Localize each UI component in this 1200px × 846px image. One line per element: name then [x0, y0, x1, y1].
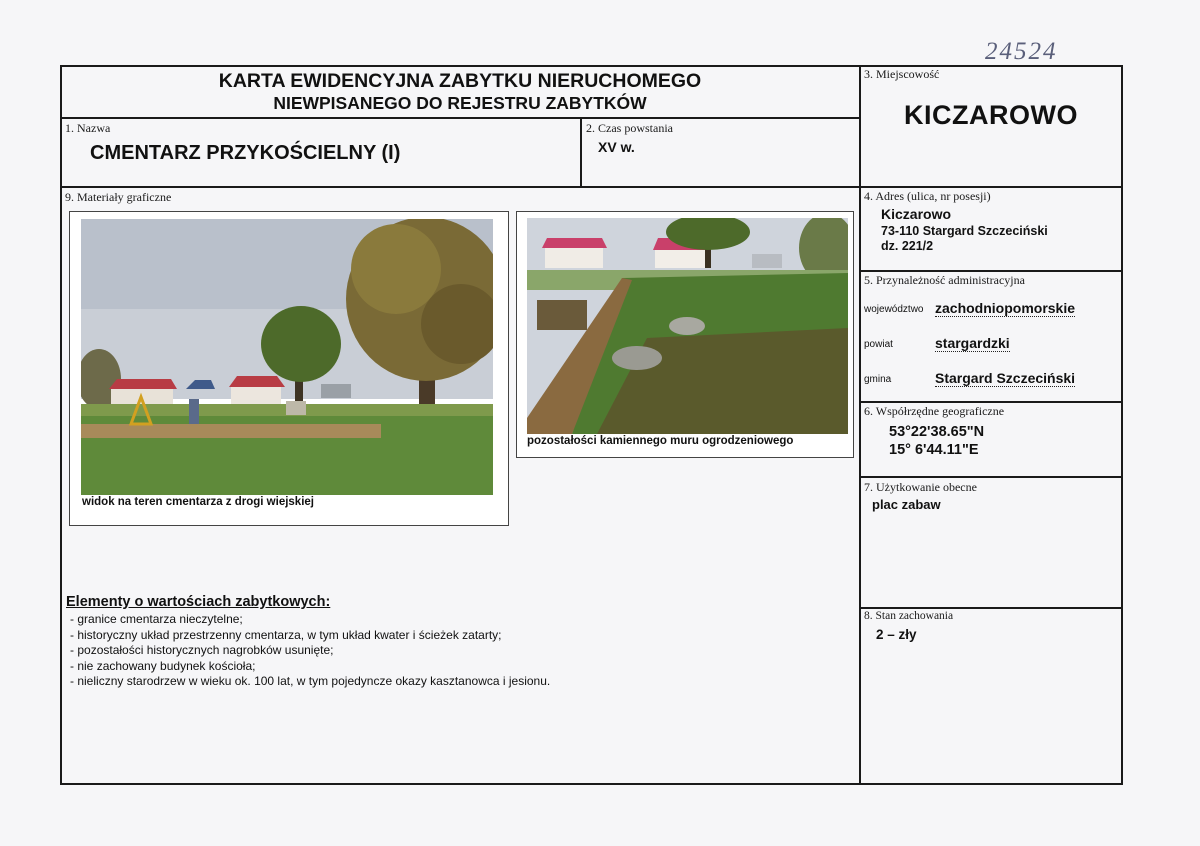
frame-right	[1121, 65, 1123, 784]
divider-main-right	[859, 65, 861, 784]
coordinate-lon: 15° 6'44.11"E	[889, 442, 979, 458]
archive-number: 24524	[985, 38, 1058, 65]
elements-section	[66, 594, 846, 690]
list-item: - pozostałości historycznych nagrobków usunięte;	[70, 643, 846, 659]
field-miejscowosc-label: 3. Miejscowość	[864, 67, 940, 81]
field-wspolrzedne-label: 6. Współrzędne geograficzne	[864, 404, 1005, 418]
title-line-2: NIEWPISANEGO DO REJESTRU ZABYTKÓW	[273, 93, 647, 113]
coordinate-lat: 53°22'38.65"N	[889, 424, 985, 440]
field-adres-line1: Kiczarowo	[881, 206, 952, 222]
gmina-label: gmina	[864, 374, 892, 385]
divider-7-8	[860, 607, 1122, 609]
field-uzytkowanie-label: 7. Użytkowanie obecne	[864, 480, 977, 494]
elements-heading: Elementy o wartościach zabytkowych:	[66, 594, 331, 610]
powiat-label: powiat	[864, 339, 893, 350]
frame-left	[60, 65, 62, 784]
field-miejscowosc-value: KICZAROWO	[904, 100, 1078, 130]
divider-6-7	[860, 476, 1122, 478]
field-przynaleznosc-label: 5. Przynależność administracyjna	[864, 273, 1025, 287]
field-adres-label: 4. Adres (ulica, nr posesji)	[864, 189, 991, 203]
photo-1-image	[81, 219, 493, 495]
field-stan-value: 2 – zły	[876, 627, 917, 642]
field-uzytkowanie-value: plac zabaw	[872, 497, 941, 512]
photo-2-image	[527, 218, 848, 434]
field-czas-label: 2. Czas powstania	[586, 121, 673, 135]
field-adres-line2: 73-110 Stargard Szczeciński	[881, 224, 1048, 238]
frame-top	[60, 65, 1123, 67]
field-nazwa-value: CMENTARZ PRZYKOŚCIELNY (I)	[90, 142, 401, 164]
wojewodztwo-value: zachodniopomorskie	[935, 300, 1076, 316]
frame-bottom	[60, 783, 1123, 785]
photo-1-caption: widok na teren cmentarza z drogi wiejskiej	[82, 496, 314, 508]
field-nazwa-label: 1. Nazwa	[65, 121, 111, 135]
divider-title	[60, 117, 860, 119]
list-item: - nie zachowany budynek kościoła;	[70, 659, 846, 675]
list-item: - granice cmentarza nieczytelne;	[70, 612, 846, 628]
list-item: - historyczny układ przestrzenny cmentarza, w tym układ kwater i ścieżek zatarty;	[70, 628, 846, 644]
field-stan-label: 8. Stan zachowania	[864, 610, 954, 622]
list-item: - nieliczny starodrzew w wieku ok. 100 lat, w tym pojedyncze okazy kasztanowca i jesionu.	[70, 674, 846, 690]
title-line-1: KARTA EWIDENCYJNA ZABYTKU NIERUCHOMEGO	[218, 70, 702, 92]
divider-4-5	[860, 270, 1122, 272]
photo-2-caption: pozostałości kamiennego muru ogrodzeniowego	[527, 435, 794, 447]
page-title	[62, 70, 858, 114]
divider-5-6	[860, 401, 1122, 403]
photo-2-frame	[516, 211, 854, 458]
divider-header	[60, 186, 1123, 188]
wojewodztwo-label: województwo	[864, 304, 924, 315]
field-czas-value: XV w.	[598, 139, 635, 155]
field-adres-line3: dz. 221/2	[881, 239, 934, 253]
photo-1-frame	[69, 211, 509, 526]
field-materialy-label: 9. Materiały graficzne	[65, 190, 172, 204]
gmina-value: Stargard Szczeciński	[935, 370, 1076, 386]
powiat-value: stargardzki	[935, 335, 1010, 351]
divider-name-date	[580, 117, 582, 187]
elements-list	[70, 612, 846, 690]
